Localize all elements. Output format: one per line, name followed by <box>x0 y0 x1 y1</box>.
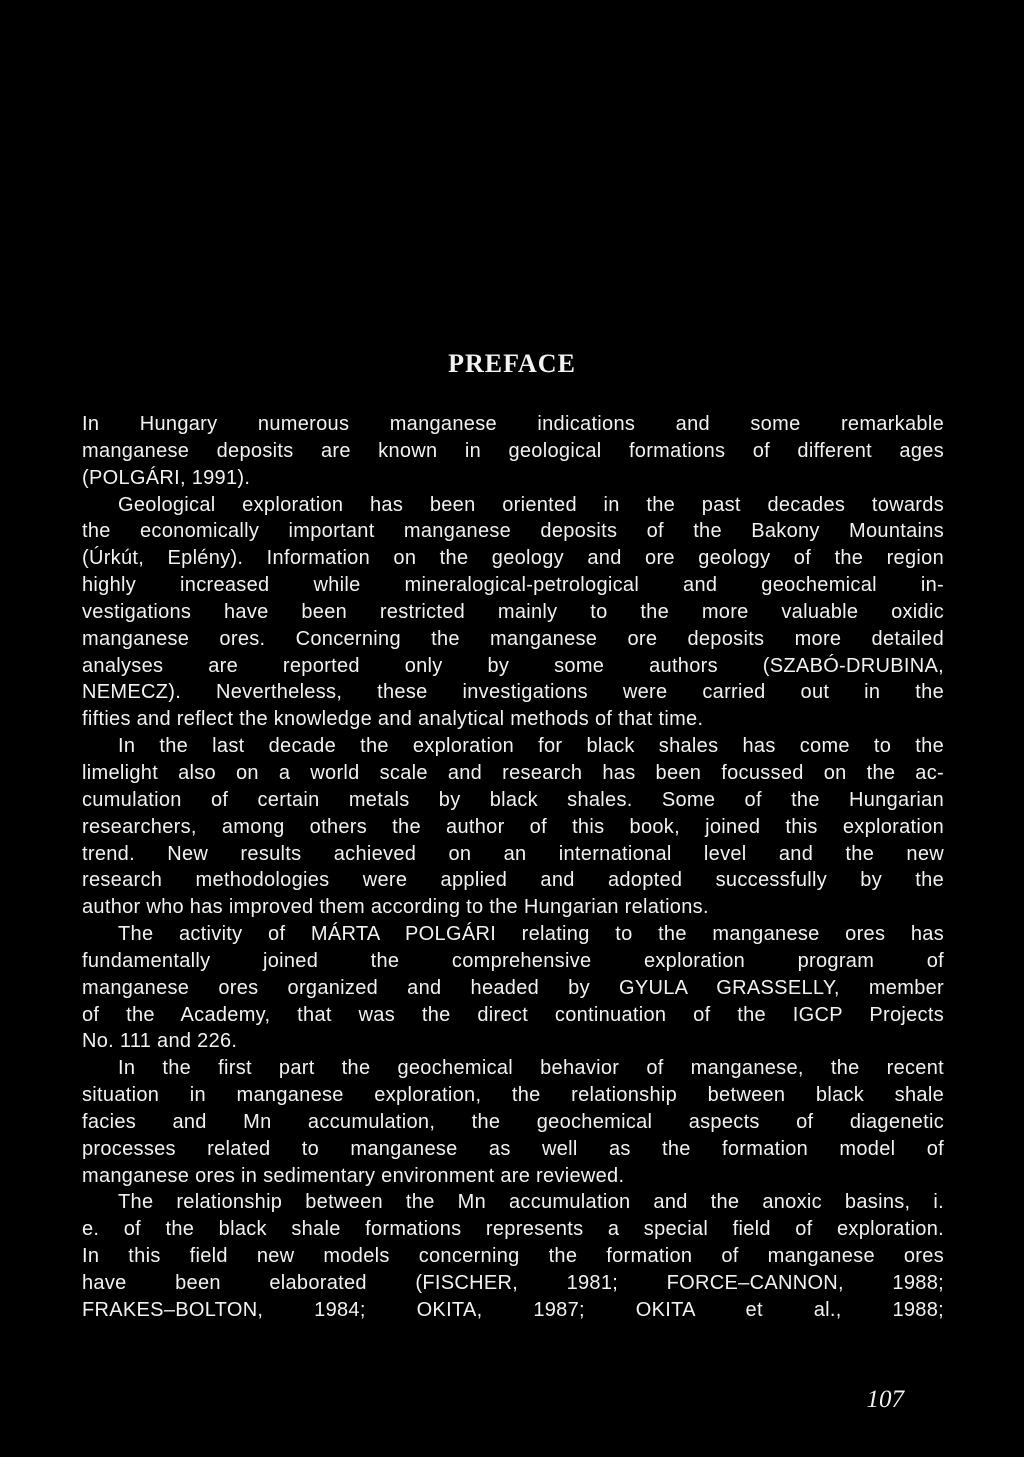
text-line: manganese ores in sedimentary environment are reviewed. <box>82 1164 625 1187</box>
text-line: researchers, among others the author of this book, joined this exploration <box>82 815 944 838</box>
page-number: 107 <box>866 1386 904 1413</box>
text-line: situation in manganese exploration, the relationship between black shale <box>82 1084 944 1107</box>
text-line: research methodologies were applied and adopted successfully by the <box>82 869 944 892</box>
text-line: processes related to manganese as well as the formation model of <box>82 1137 944 1160</box>
text-line: (POLGÁRI, 1991). <box>82 466 251 489</box>
text-line: FRAKES–BOLTON, 1984; OKITA, 1987; OKITA et al., 1988; <box>82 1298 944 1321</box>
text-line: In the last decade the exploration for black shales has come to the <box>118 735 944 758</box>
text-line: author who has improved them according to the Hungarian relations. <box>82 896 709 919</box>
text-line: In the first part the geochemical behavior of manganese, the recent <box>118 1057 944 1080</box>
text-line: NEMECZ). Nevertheless, these investigations were carried out in the <box>82 681 944 704</box>
text-line: Geological exploration has been oriented in the past decades towards <box>118 493 944 516</box>
page-title: PREFACE <box>448 349 576 378</box>
text-line: fifties and reflect the knowledge and analytical methods of that time. <box>82 708 704 731</box>
text-line: In Hungary numerous manganese indications and some remarkable <box>82 413 944 435</box>
text-line: vestigations have been restricted mainly to the more valuable oxidic <box>82 600 944 623</box>
text-line: cumulation of certain metals by black shales. Some of the Hungarian <box>82 788 944 811</box>
text-line: The relationship between the Mn accumulation and the anoxic basins, i. <box>118 1191 944 1214</box>
text-line: trend. New results achieved on an international level and the new <box>82 842 944 865</box>
preface-body <box>82 411 944 1324</box>
text-line: manganese ores. Concerning the manganese ore deposits more detailed <box>82 627 944 650</box>
text-line: limelight also on a world scale and research has been focussed on the ac- <box>82 761 944 784</box>
text-line: manganese deposits are known in geological formations of different ages <box>82 439 944 462</box>
text-line: e. of the black shale formations represents a special field of exploration. <box>82 1218 944 1241</box>
text-line: In this field new models concerning the formation of manganese ores <box>82 1245 944 1268</box>
text-line: analyses are reported only by some authors (SZABÓ-DRUBINA, <box>82 654 944 677</box>
text-line: No. 111 and 226. <box>82 1030 238 1053</box>
text-line: facies and Mn accumulation, the geochemical aspects of diagenetic <box>82 1110 944 1133</box>
text-line: (Úrkút, Eplény). Information on the geology and ore geology of the region <box>82 547 944 570</box>
text-line: of the Academy, that was the direct continuation of the IGCP Projects <box>82 1003 944 1026</box>
text-line: have been elaborated (FISCHER, 1981; FORCE–CANNON, 1988; <box>82 1272 944 1294</box>
text-line: The activity of MÁRTA POLGÁRI relating to the manganese ores has <box>118 923 944 946</box>
text-line: manganese ores organized and headed by GYULA GRASSELLY, member <box>82 976 944 999</box>
text-line: the economically important manganese deposits of the Bakony Mountains <box>82 520 944 543</box>
text-line: fundamentally joined the comprehensive exploration program of <box>82 949 944 972</box>
text-line: highly increased while mineralogical-petrological and geochemical in- <box>82 574 944 597</box>
